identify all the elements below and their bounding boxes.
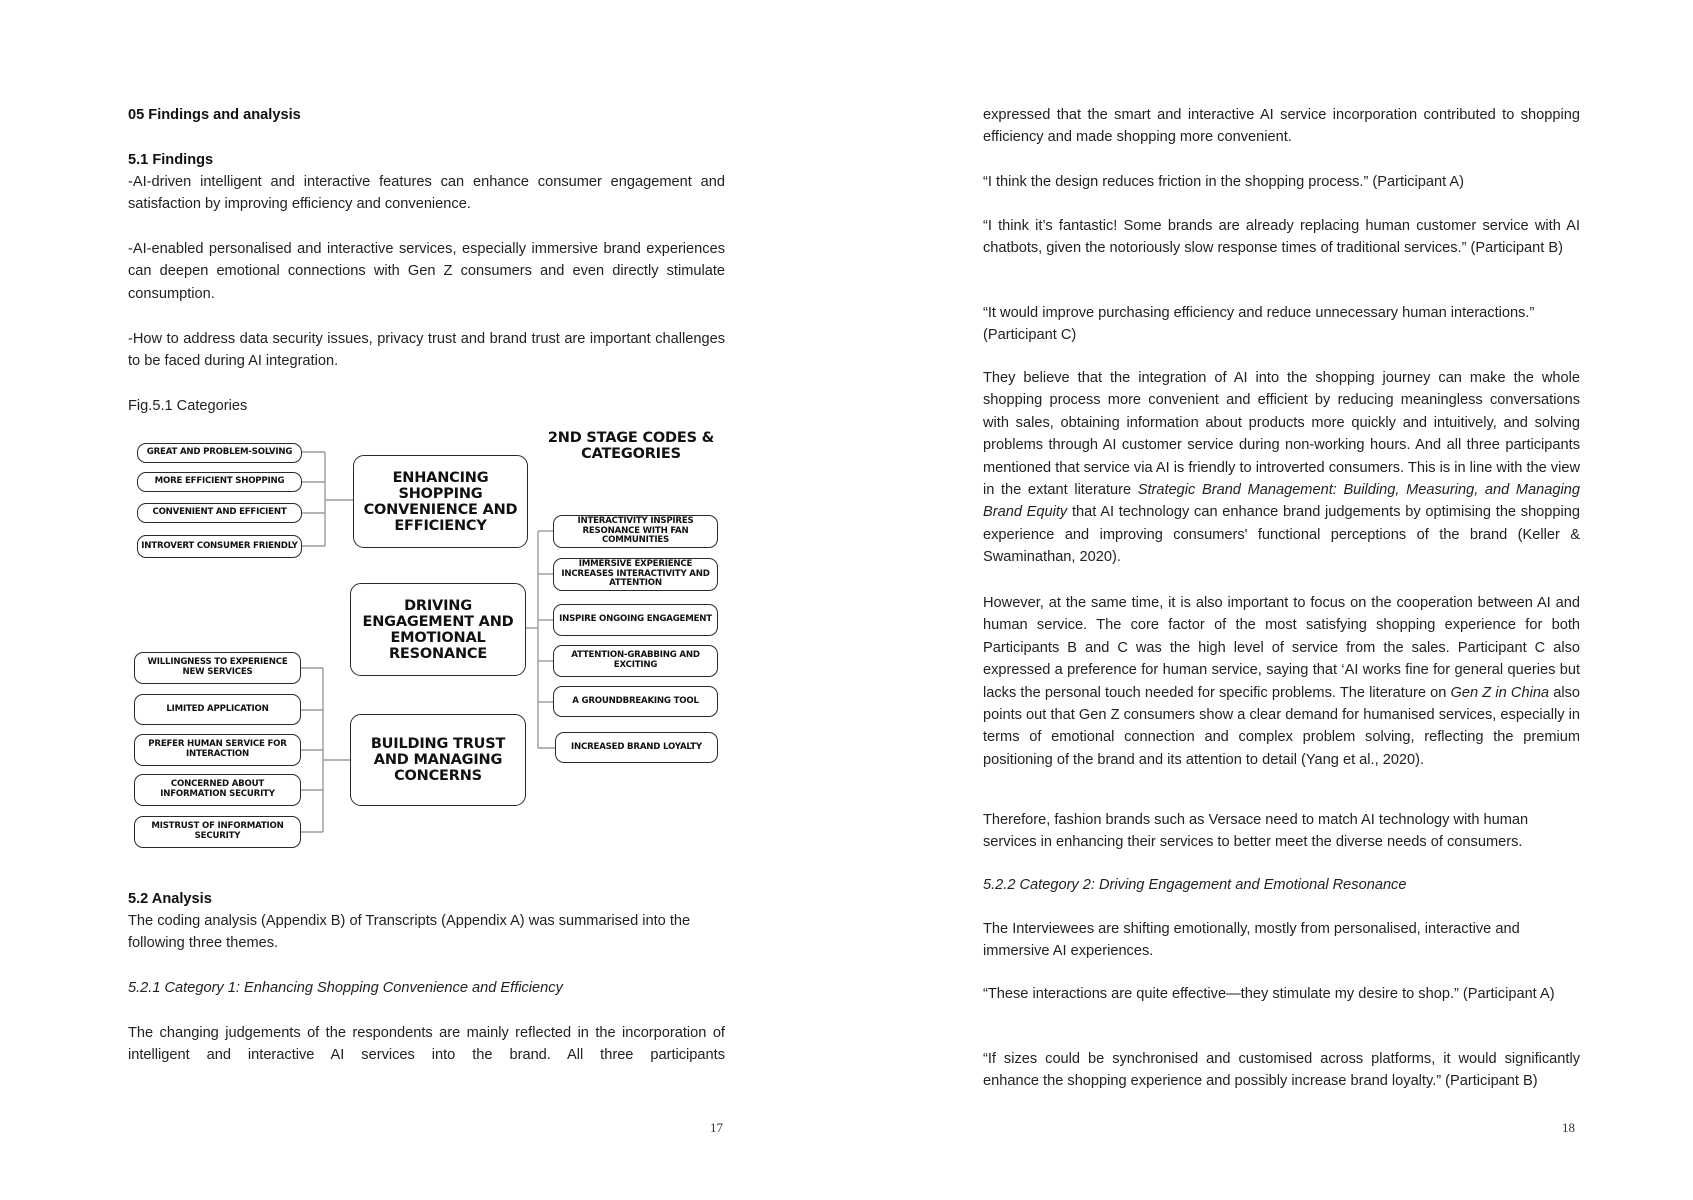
figure-caption: Fig.5.1 Categories [128, 398, 248, 414]
code-great-and-problem-solving: GREAT AND PROBLEM-SOLVING [137, 443, 302, 463]
text-run: that AI technology can enhance brand judgements by optimising the shopping experience and improving consumers' functional perceptions of the brand (Keller & Swaminathan, 2020). [983, 504, 1581, 566]
page-18 [846, 0, 1693, 1200]
code-inspire-ongoing-engagement: INSPIRE ONGOING ENGAGEMENT [553, 604, 718, 636]
paragraph-continued: expressed that the smart and interactive AI service incorporation contributed to shopping efficiency and made shopping more convenient. [983, 107, 1580, 146]
analysis-intro: The coding analysis (Appendix B) of Transcripts (Appendix A) was summarised into the following three themes. [128, 913, 691, 952]
chapter-heading: 05 Findings and analysis [128, 107, 301, 123]
quote-participant-b-2: “If sizes could be synchronised and customised across platforms, it would significantly enhance the shopping experience and possibly increase brand loyalty.” (Participant B) [983, 1051, 1580, 1090]
quote-participant-b: “I think it’s fantastic! Some brands are already replacing human customer service with AI chatbots, given the notoriously slow response times of traditional services.” (Participant B) [983, 218, 1580, 257]
category1-body: The changing judgements of the respondents are mainly reflected in the incorporation of intelligent and interactive AI services into the brand. All three participants [128, 1025, 725, 1064]
code-willingness-new-services: WILLINGNESS TO EXPERIENCE NEW SERVICES [134, 652, 301, 684]
quote-participant-c: “It would improve purchasing efficiency and reduce unnecessary human interactions.” (Participant C) [983, 305, 1535, 344]
diagram-header: 2ND STAGE CODES & CATEGORIES [547, 430, 715, 462]
paragraph-versace: Therefore, fashion brands such as Versace need to match AI technology with human services in enhancing their services to better meet the diverse needs of consumers. [983, 812, 1529, 851]
paragraph-integration [983, 367, 1580, 569]
code-convenient-and-efficient: CONVENIENT AND EFFICIENT [137, 503, 302, 523]
code-limited-application: LIMITED APPLICATION [134, 694, 301, 725]
code-more-efficient-shopping: MORE EFFICIENT SHOPPING [137, 472, 302, 492]
finding-2: -AI-enabled personalised and interactive services, especially immersive brand experiences can deepen emotional connections with Gen Z consumers and even directly stimulate consumption. [128, 241, 725, 302]
finding-1: -AI-driven intelligent and interactive features can enhance consumer engagement and satisfaction by improving efficiency and convenience. [128, 174, 725, 213]
code-attention-grabbing: ATTENTION-GRABBING AND EXCITING [553, 645, 718, 677]
finding-3: -How to address data security issues, privacy trust and brand trust are important challenges to be faced during AI integration. [128, 331, 725, 370]
paragraph-interviewees: The Interviewees are shifting emotionally, mostly from personalised, interactive and immersive AI experiences. [983, 921, 1520, 960]
findings-heading: 5.1 Findings [128, 152, 214, 168]
cited-title: Strategic Brand Management: Building, Measuring, and Managing Brand Equity [983, 482, 1580, 521]
page-number: 17 [710, 1120, 723, 1135]
cited-title: Gen Z in China [1450, 684, 1550, 701]
category-driving-engagement: DRIVING ENGAGEMENT AND EMOTIONAL RESONANCE [350, 583, 526, 676]
text-run: However, at the same time, it is also important to focus on the cooperation between AI and human service. The core factor of the most satisfying shopping experience for both Participants B and C was the high level of service from the sales. Participant C also expressed a preference for human service, saying that ‘AI works fine for general queries but lacks the personal touch needed for specific problems. The literature on [983, 595, 1580, 701]
code-concerned-information-security: CONCERNED ABOUT INFORMATION SECURITY [134, 774, 301, 806]
code-prefer-human-service: PREFER HUMAN SERVICE FOR INTERACTION [134, 734, 301, 766]
analysis-heading: 5.2 Analysis [128, 891, 212, 907]
paragraph-cooperation [983, 592, 1580, 771]
code-increased-brand-loyalty: INCREASED BRAND LOYALTY [555, 732, 718, 763]
category2-heading: 5.2.2 Category 2: Driving Engagement and Emotional Resonance [983, 877, 1407, 893]
category-enhancing-convenience: ENHANCING SHOPPING CONVENIENCE AND EFFICIENCY [353, 455, 528, 548]
quote-participant-a-2: “These interactions are quite effective—they stimulate my desire to shop.” (Participant A) [983, 986, 1555, 1002]
code-introvert-consumer-friendly: INTROVERT CONSUMER FRIENDLY [137, 535, 302, 558]
category1-heading: 5.2.1 Category 1: Enhancing Shopping Convenience and Efficiency [128, 980, 563, 996]
text-run: They believe that the integration of AI into the shopping journey can make the whole shopping process more convenient and efficient by reducing meaningless conversations with sales, obtaining information about products more quickly and intuitively, and solving problems through AI customer service during non-working hours. And all three participants mentioned that service via AI is friendly to introverted consumers. This is in line with the view in the extant literature [983, 370, 1580, 499]
page-17 [0, 0, 846, 1200]
code-interactivity-fan-communities: INTERACTIVITY INSPIRES RESONANCE WITH FAN COMMUNITIES [553, 515, 718, 548]
text-run: also points out that Gen Z consumers show a clear demand for humanised services, especially in terms of emotional connection and complex problem solving, reflecting the premium positioning of the brand and its attention to detail (Yang et al., 2020). [983, 684, 1581, 768]
quote-participant-a: “I think the design reduces friction in the shopping process.” (Participant A) [983, 174, 1465, 190]
page-number: 18 [1562, 1120, 1575, 1135]
code-groundbreaking-tool: A GROUNDBREAKING TOOL [553, 686, 718, 717]
code-immersive-experience: IMMERSIVE EXPERIENCE INCREASES INTERACTIVITY AND ATTENTION [553, 558, 718, 591]
category-building-trust: BUILDING TRUST AND MANAGING CONCERNS [350, 714, 526, 806]
code-mistrust-information-security: MISTRUST OF INFORMATION SECURITY [134, 816, 301, 848]
